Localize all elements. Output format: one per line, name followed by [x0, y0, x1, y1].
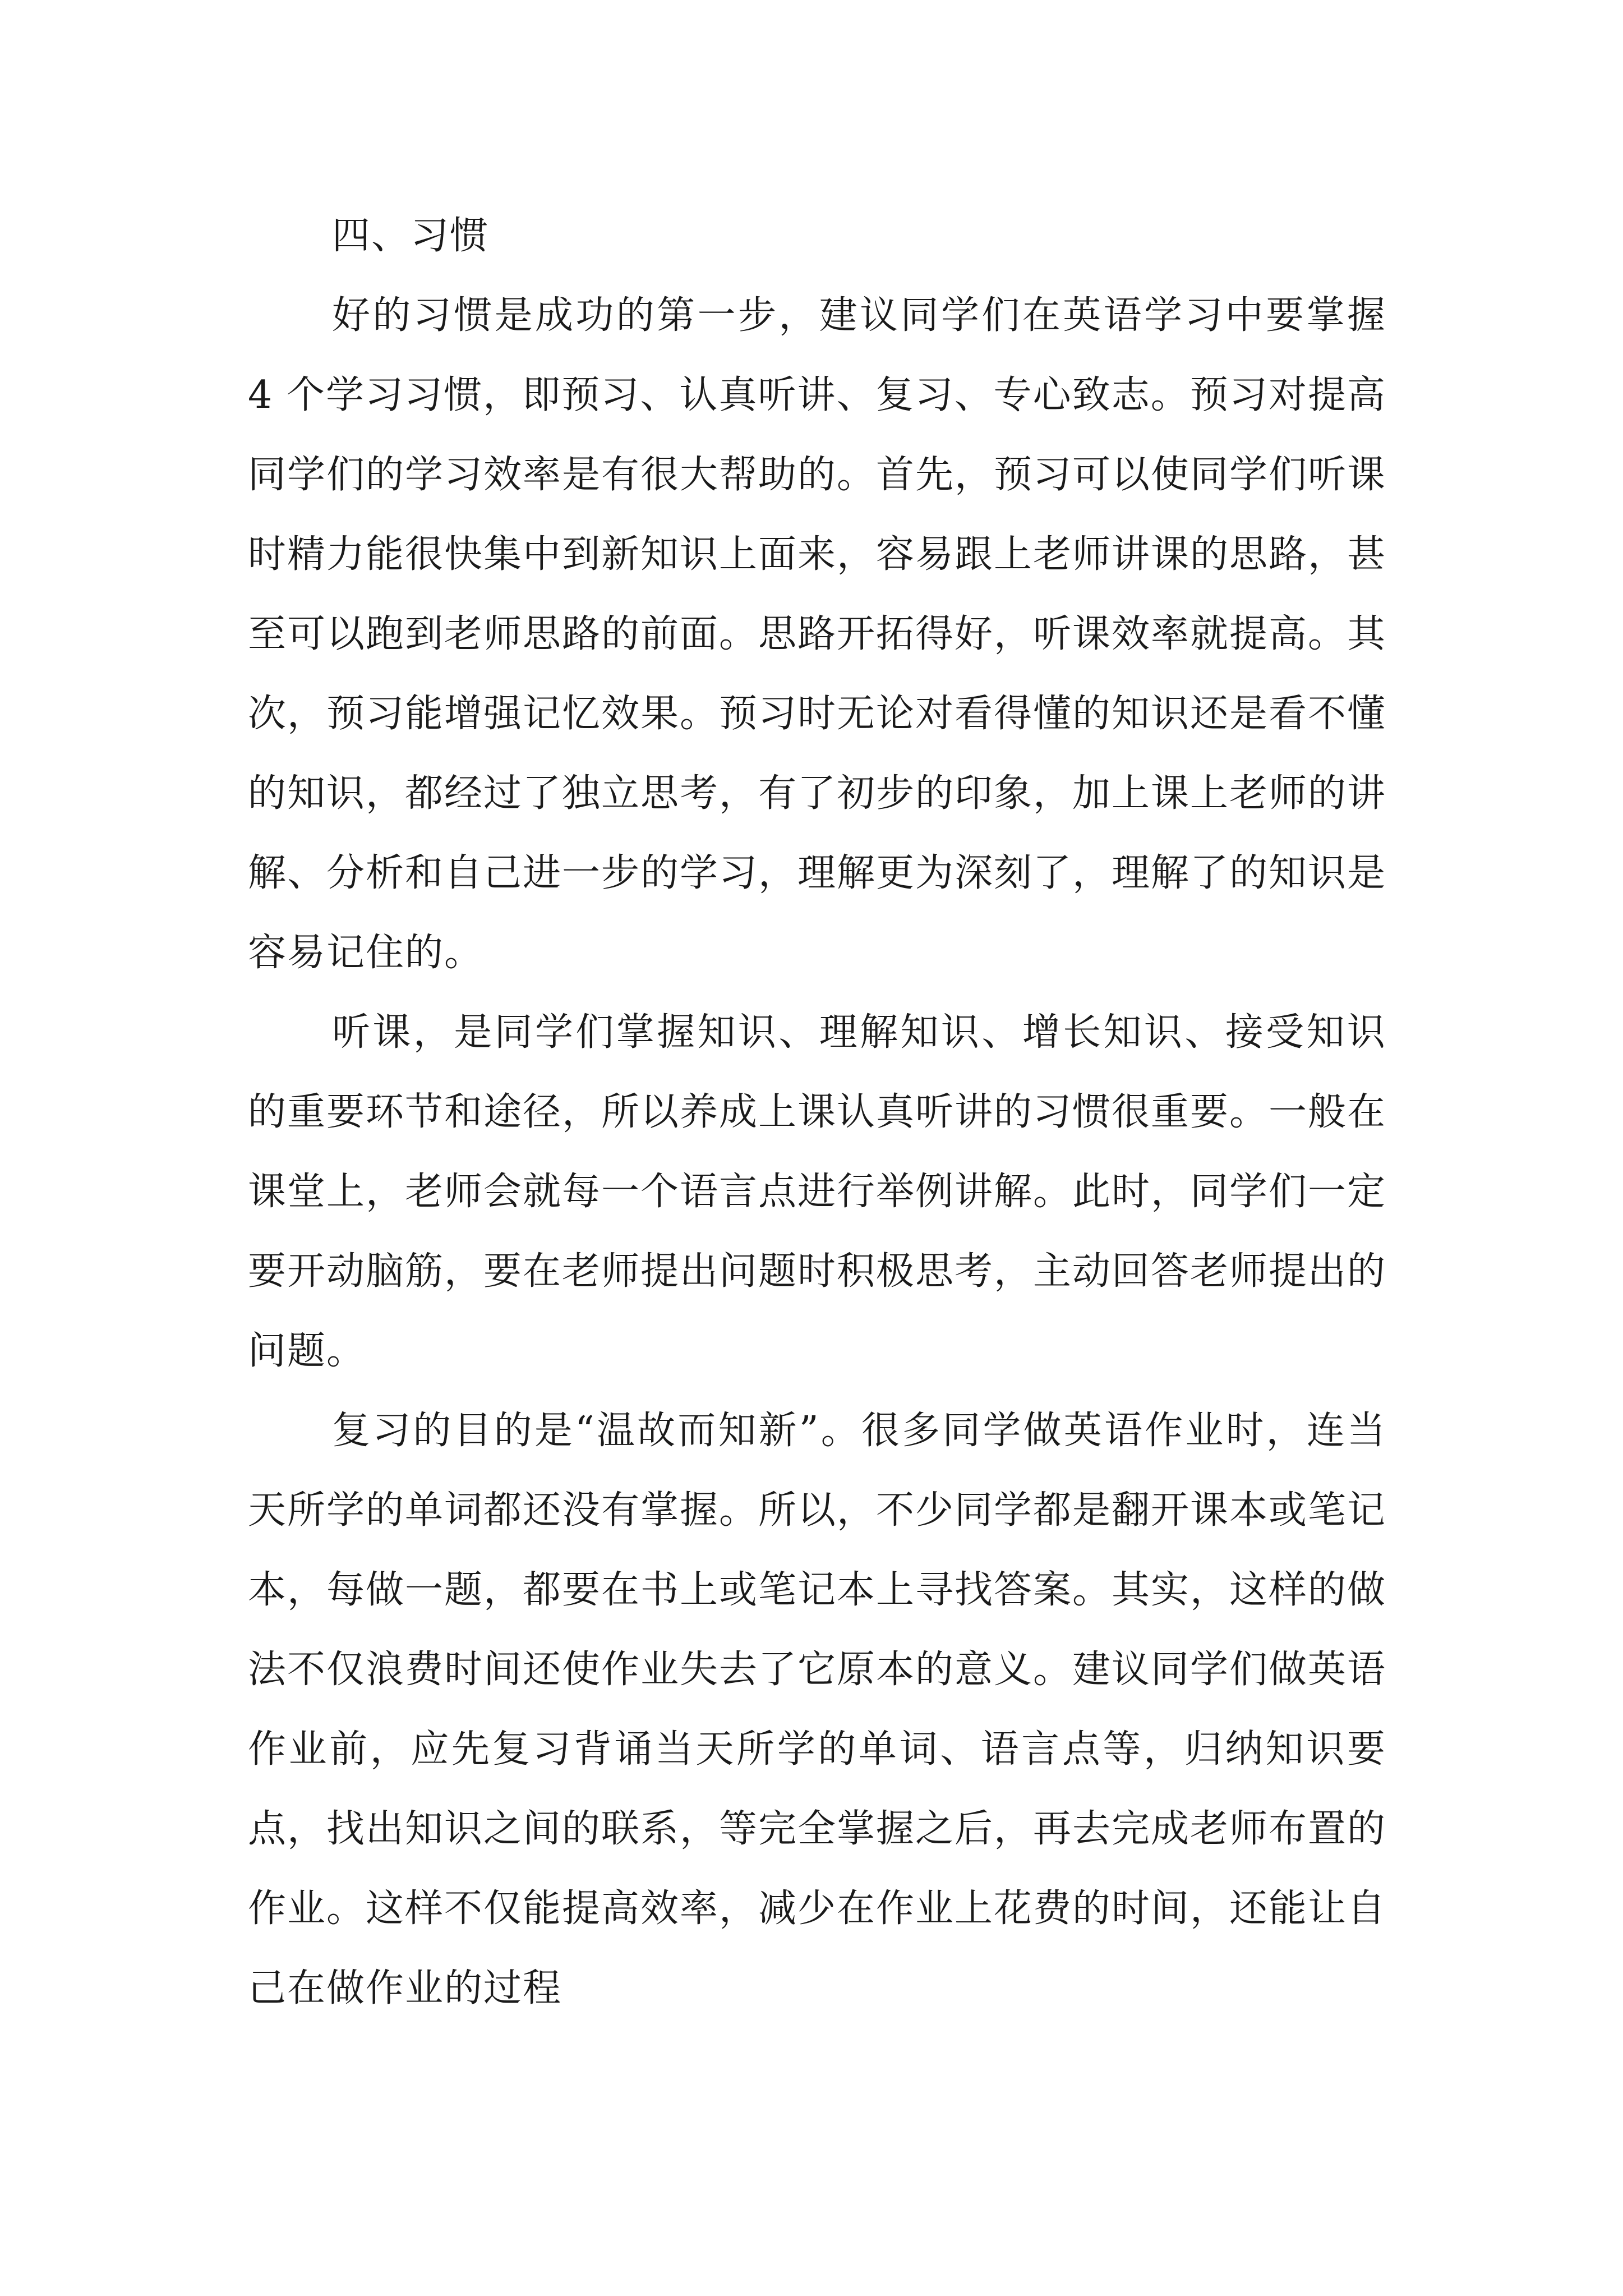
paragraph-listening: 听课，是同学们掌握知识、理解知识、增长知识、接受知识的重要环节和途径，所以养成上课认真听讲的习惯很重要。一般在课堂上，老师会就每一个语言点进行举例讲解。此时，同学们一定要开动脑筋，要在老师提出问题时积极思考，主动回答老师提出的问题。: [248, 1010, 1387, 1373]
document-body: [248, 196, 1386, 2028]
section-heading: 四、习惯: [332, 214, 490, 258]
paragraph-review: 复习的目的是“温故而知新”。很多同学做英语作业时，连当天所学的单词都还没有掌握。所以，不少同学都是翻开课本或笔记本，每做一题，都要在书上或笔记本上寻找答案。其实，这样的做法不仅浪费时间还使作业失去了它原本的意义。建议同学们做英语作业前，应先复习背诵当天所学的单词、语言点等，归纳知识要点，找出知识之间的联系，等完全掌握之后，再去完成老师布置的作业。这样不仅能提高效率，减少在作业上花费的时间，还能让自己在做作业的过程: [248, 1409, 1387, 2010]
paragraph-habits-intro: 好的习惯是成功的第一步，建议同学们在英语学习中要掌握 4 个学习习惯，即预习、认真听讲、复习、专心致志。预习对提高同学们的学习效率是有很大帮助的。首先，预习可以使同学们听课时精力能很快集中到新知识上面来，容易跟上老师讲课的思路，甚至可以跑到老师思路的前面。思路开拓得好，听课效率就提高。其次，预习能增强记忆效果。预习时无论对看得懂的知识还是看不懂的知识，都经过了独立思考，有了初步的印象，加上课上老师的讲解、分析和自己进一步的学习，理解更为深刻了，理解了的知识是容易记住的。: [248, 293, 1387, 975]
